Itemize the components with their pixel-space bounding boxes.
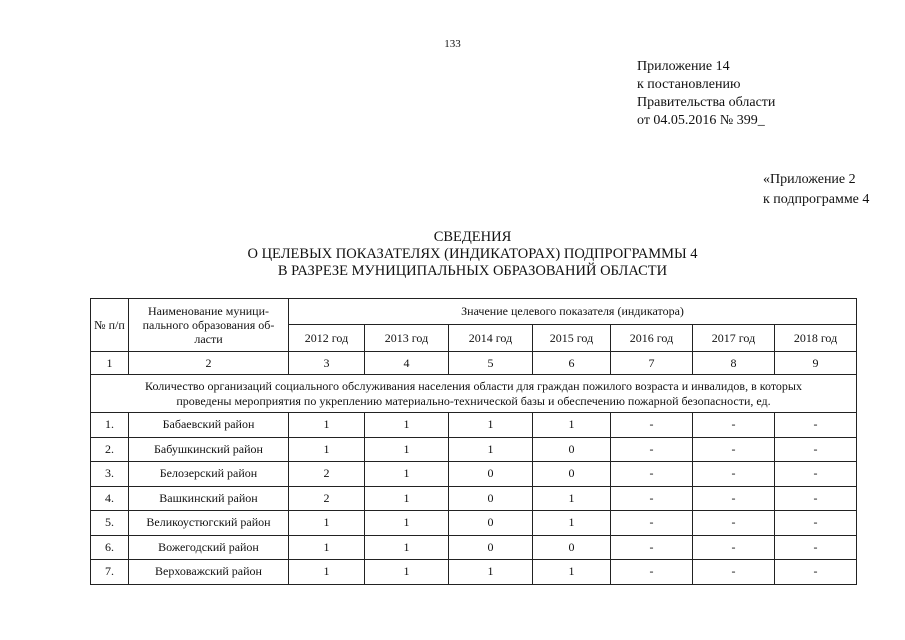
row-value: 1 — [533, 560, 611, 585]
column-number: 2 — [129, 352, 289, 375]
header-group: Значение целевого показателя (индикатора) — [289, 299, 857, 325]
appendix-line: от 04.05.2016 № 399_ — [637, 113, 765, 128]
row-value: 1 — [289, 560, 365, 585]
appendix-line: Приложение 14 — [637, 59, 730, 74]
row-value: - — [611, 560, 693, 585]
header-year: 2014 год — [449, 325, 533, 352]
table-row — [91, 560, 857, 585]
row-value: 1 — [449, 560, 533, 585]
row-value: - — [775, 413, 857, 438]
column-number: 3 — [289, 352, 365, 375]
row-number: 3. — [91, 462, 129, 487]
row-name: Вожегодский район — [129, 535, 289, 560]
row-number: 2. — [91, 437, 129, 462]
row-value: - — [693, 437, 775, 462]
table-row — [91, 413, 857, 438]
appendix-line: Правительства области — [637, 95, 776, 110]
row-number: 4. — [91, 486, 129, 511]
row-value: 1 — [533, 413, 611, 438]
row-value: - — [775, 511, 857, 536]
appendix-block — [637, 58, 775, 130]
row-value: 1 — [365, 511, 449, 536]
row-number: 1. — [91, 413, 129, 438]
row-value: 1 — [533, 486, 611, 511]
row-value: - — [775, 560, 857, 585]
row-number: 6. — [91, 535, 129, 560]
header-year: 2018 год — [775, 325, 857, 352]
row-name: Великоустюгский район — [129, 511, 289, 536]
row-value: 1 — [289, 535, 365, 560]
row-value: 1 — [365, 413, 449, 438]
appendix2-block — [763, 170, 869, 210]
row-value: - — [775, 535, 857, 560]
column-number: 9 — [775, 352, 857, 375]
column-number: 4 — [365, 352, 449, 375]
row-value: 0 — [533, 462, 611, 487]
row-value: 2 — [289, 462, 365, 487]
row-number: 7. — [91, 560, 129, 585]
row-name: Бабушкинский район — [129, 437, 289, 462]
indicators-table — [90, 298, 857, 585]
row-value: - — [775, 437, 857, 462]
header-year: 2013 год — [365, 325, 449, 352]
page-number: 133 — [444, 38, 461, 50]
section-line: проведены мероприятия по укреплению материально-технической базы и обеспечению пожарной безопасности, ед. — [176, 393, 771, 408]
row-value: 0 — [449, 462, 533, 487]
row-value: 1 — [289, 511, 365, 536]
row-value: - — [611, 413, 693, 438]
row-value: 1 — [289, 437, 365, 462]
row-value: 2 — [289, 486, 365, 511]
row-value: - — [693, 486, 775, 511]
row-value: 1 — [365, 486, 449, 511]
table-row — [91, 437, 857, 462]
row-name: Верховажский район — [129, 560, 289, 585]
row-value: - — [775, 486, 857, 511]
appendix2-line: к подпрограмме 4 — [763, 192, 870, 207]
row-value: 1 — [449, 437, 533, 462]
header-num: № п/п — [91, 299, 129, 352]
table-row — [91, 511, 857, 536]
row-value: 0 — [449, 511, 533, 536]
appendix2-line: «Приложение 2 — [763, 172, 856, 187]
table-row — [91, 462, 857, 487]
column-number: 5 — [449, 352, 533, 375]
row-value: 1 — [289, 413, 365, 438]
row-value: - — [693, 511, 775, 536]
section-header — [91, 375, 857, 413]
row-value: - — [611, 486, 693, 511]
row-value: - — [611, 511, 693, 536]
row-name: Белозерский район — [129, 462, 289, 487]
row-value: 0 — [533, 535, 611, 560]
row-value: - — [775, 462, 857, 487]
row-value: 0 — [449, 486, 533, 511]
document-title — [0, 229, 905, 280]
row-value: 1 — [365, 462, 449, 487]
row-value: 1 — [365, 437, 449, 462]
column-number: 6 — [533, 352, 611, 375]
column-number: 8 — [693, 352, 775, 375]
title-line: СВЕДЕНИЯ — [433, 229, 512, 245]
row-value: - — [611, 462, 693, 487]
appendix-line: к постановлению — [637, 77, 741, 92]
header-year: 2012 год — [289, 325, 365, 352]
column-number: 7 — [611, 352, 693, 375]
row-name: Вашкинский район — [129, 486, 289, 511]
row-value: - — [693, 413, 775, 438]
title-line: В РАЗРЕЗЕ МУНИЦИПАЛЬНЫХ ОБРАЗОВАНИЙ ОБЛАСТИ — [277, 263, 668, 279]
row-value: 1 — [449, 413, 533, 438]
table-row — [91, 535, 857, 560]
row-value: 1 — [533, 511, 611, 536]
header-year: 2017 год — [693, 325, 775, 352]
row-value: 1 — [365, 560, 449, 585]
row-name: Бабаевский район — [129, 413, 289, 438]
row-value: 0 — [449, 535, 533, 560]
header-name: Наименование муници-пального образования об-ласти — [129, 299, 289, 352]
row-value: 0 — [533, 437, 611, 462]
row-value: - — [611, 437, 693, 462]
table-row — [91, 486, 857, 511]
row-value: - — [693, 462, 775, 487]
row-value: - — [611, 535, 693, 560]
column-number: 1 — [91, 352, 129, 375]
row-value: 1 — [365, 535, 449, 560]
title-line: О ЦЕЛЕВЫХ ПОКАЗАТЕЛЯХ (ИНДИКАТОРАХ) ПОДПРОГРАММЫ 4 — [247, 246, 698, 262]
header-year: 2016 год — [611, 325, 693, 352]
header-year: 2015 год — [533, 325, 611, 352]
row-value: - — [693, 535, 775, 560]
section-line: Количество организаций социального обслуживания населения области для граждан пожилого возраста и инвалидов, в которых — [145, 378, 802, 393]
row-number: 5. — [91, 511, 129, 536]
row-value: - — [693, 560, 775, 585]
